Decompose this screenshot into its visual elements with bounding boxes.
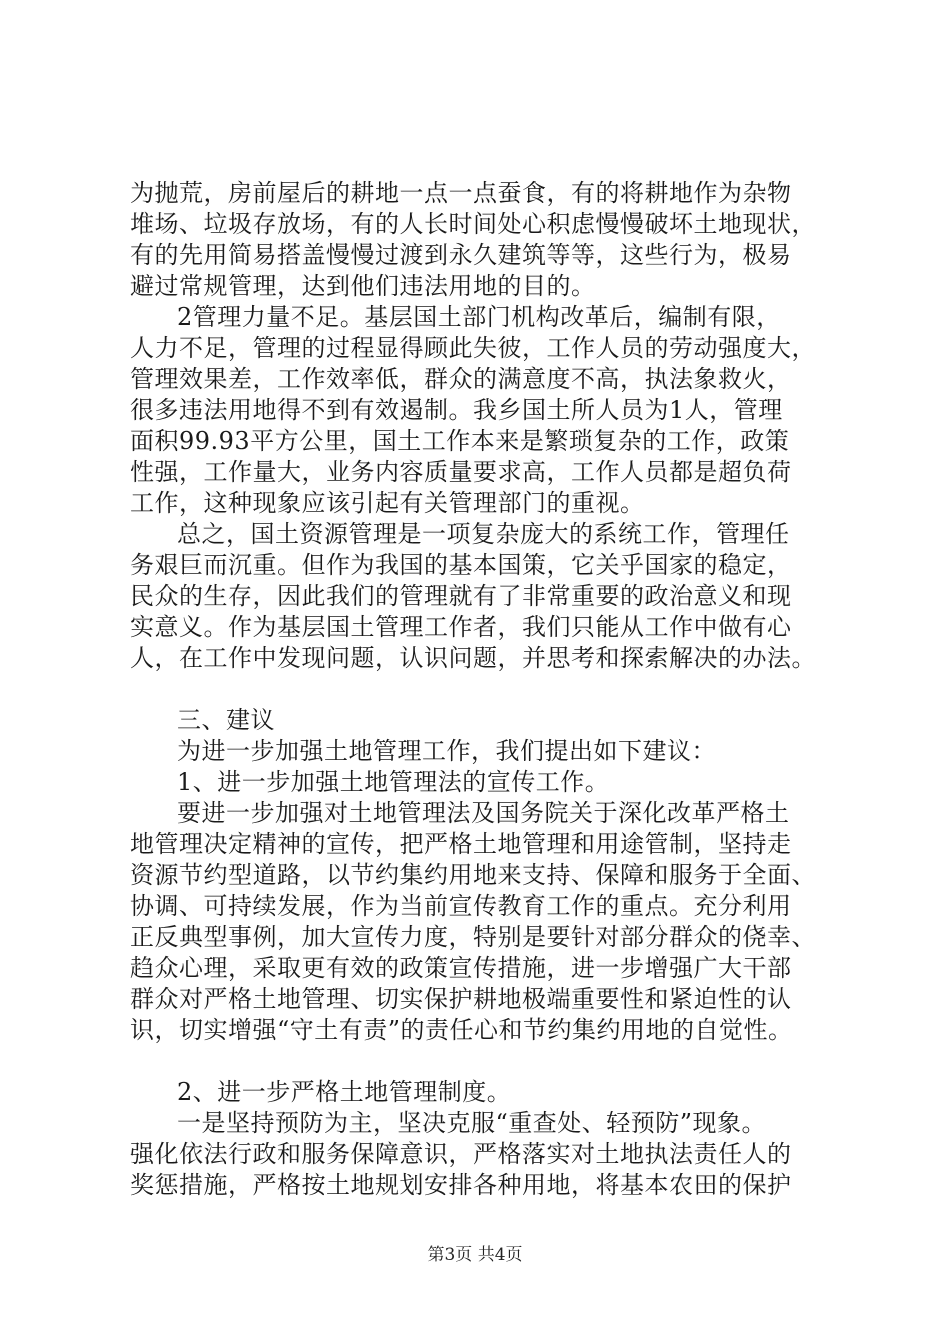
text-line: 要进一步加强对土地管理法及国务院关于深化改革严格土 (177, 799, 790, 827)
text-line: 避过常规管理，达到他们违法用地的目的。 (130, 272, 596, 300)
text-line: 强化依法行政和服务保障意识，严格落实对土地执法责任人的 (130, 1140, 792, 1168)
text-line: 资源节约型道路，以节约集约用地来支持、保障和服务于全面、 (130, 861, 816, 889)
paragraph-gap (130, 1046, 850, 1077)
text-line: 有的先用简易搭盖慢慢过渡到永久建筑等等，这些行为，极易 (130, 241, 792, 269)
document-body (130, 178, 850, 1201)
paragraph-gap (130, 674, 850, 705)
text-line: 协调、可持续发展，作为当前宣传教育工作的重点。充分利用 (130, 892, 792, 920)
text-line: 工作，这种现象应该引起有关管理部门的重视。 (130, 489, 645, 517)
text-line: 性强，工作量大，业务内容质量要求高，工作人员都是超负荷 (130, 458, 792, 486)
text-line: 奖惩措施，严格按土地规划安排各种用地，将基本农田的保护 (130, 1171, 792, 1199)
text-line: 管理效果差，工作效率低，群众的满意度不高，执法象救火， (130, 365, 792, 393)
text-line: 民众的生存，因此我们的管理就有了非常重要的政治意义和现 (130, 582, 792, 610)
text-line: 很多违法用地得不到有效遏制。我乡国土所人员为1人，管理 (130, 396, 783, 424)
text-line: 趋众心理，采取更有效的政策宣传措施，进一步增强广大干部 (130, 954, 792, 982)
section-heading: 三、建议 (177, 706, 275, 734)
subheading: 2、进一步严格土地管理制度。 (177, 1078, 512, 1106)
text-line: 人，在工作中发现问题，认识问题，并思考和探索解决的办法。 (130, 644, 816, 672)
text-line: 地管理决定精神的宣传，把严格土地管理和用途管制，坚持走 (130, 830, 792, 858)
text-line: 识，切实增强“守土有责”的责任心和节约集约用地的自觉性。 (130, 1016, 793, 1044)
text-line: 一是坚持预防为主，坚决克服“重查处、轻预防”现象。 (177, 1109, 767, 1137)
text-line: 堆场、垃圾存放场，有的人长时间处心积虑慢慢破坏土地现状， (130, 210, 816, 238)
text-line: 正反典型事例，加大宣传力度，特别是要针对部分群众的侥幸、 (130, 923, 816, 951)
text-line: 实意义。作为基层国土管理工作者，我们只能从工作中做有心 (130, 613, 792, 641)
subheading: 1、进一步加强土地管理法的宣传工作。 (177, 768, 610, 796)
text-line: 2管理力量不足。基层国土部门机构改革后，编制有限， (177, 303, 781, 331)
text-line: 面积99.93平方公里，国土工作本来是繁琐复杂的工作，政策 (130, 427, 790, 455)
text-line: 总之，国土资源管理是一项复杂庞大的系统工作，管理任 (177, 520, 790, 548)
text-line: 群众对严格土地管理、切实保护耕地极端重要性和紧迫性的认 (130, 985, 792, 1013)
text-line: 人力不足，管理的过程显得顾此失彼，工作人员的劳动强度大， (130, 334, 816, 362)
text-line: 务艰巨而沉重。但作为我国的基本国策，它关乎国家的稳定， (130, 551, 792, 579)
text-line: 为抛荒，房前屋后的耕地一点一点蚕食，有的将耕地作为杂物 (130, 179, 792, 207)
page-number: 第3页 共4页 (427, 1245, 523, 1265)
text-line: 为进一步加强土地管理工作，我们提出如下建议： (177, 737, 716, 765)
